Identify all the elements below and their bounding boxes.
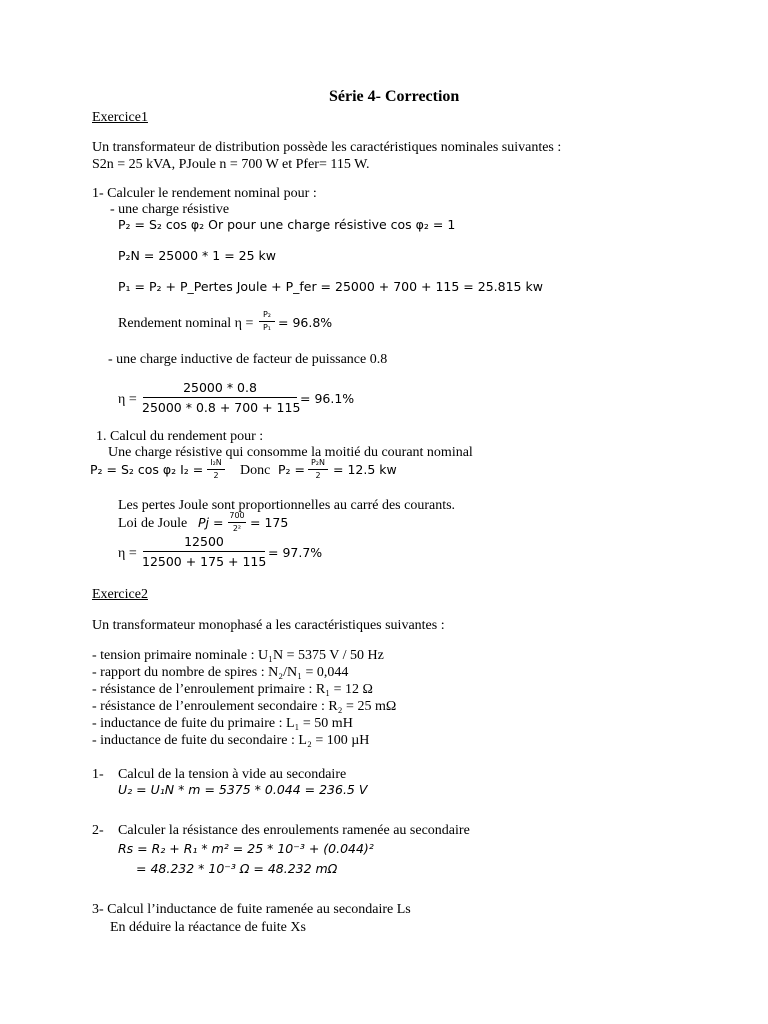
ex2-q2-number: 2-: [92, 823, 104, 838]
ex1-eq3: P₁ = P₂ + P_Pertes Joule + P_fer = 25000 + 700 + 115 = 25.815 kw: [118, 279, 543, 294]
fraction-bar: [228, 522, 246, 523]
ex1-eq4-numerator: P₂: [262, 310, 272, 319]
ex1-eq6-donc: Donc: [240, 463, 271, 478]
ex2-question3b: En déduire la réactance de fuite Xs: [110, 920, 306, 935]
ex1-eq6b-result: = 12.5 kw: [333, 462, 397, 477]
ex1-eq6a: P₂ = S₂ cos φ₂ I₂ =: [90, 462, 204, 477]
ex1-eq5-eta: η =: [118, 392, 137, 407]
ex1-eq6b-numerator: P₂N: [310, 458, 325, 467]
ex2-q1-number: 1-: [92, 767, 104, 782]
ex2-intro: Un transformateur monophasé a les caractéristiques suivantes :: [92, 618, 445, 633]
ex1-eq4-label: Rendement nominal η =: [118, 316, 254, 331]
ex1-q1-inductive: - une charge inductive de facteur de puissance 0.8: [108, 352, 388, 367]
ex1-eq7-numerator: 700: [229, 511, 245, 520]
ex1-q1-resistive: - une charge résistive: [110, 202, 230, 217]
ex1-question2: 1. Calcul du rendement pour :: [96, 429, 264, 444]
ex1-eq7-denominator: 2²: [232, 524, 242, 533]
ex2-question3: 3- Calcul l’inductance de fuite ramenée au secondaire Ls: [92, 902, 411, 917]
ex1-eq2: P₂N = 25000 * 1 = 25 kw: [118, 248, 276, 263]
exercise2-heading: Exercice2: [92, 587, 148, 602]
fraction-bar: [143, 397, 297, 398]
ex1-eq6b-denominator: 2: [315, 471, 321, 480]
fraction-bar: [207, 469, 225, 470]
ex2-question2: Calculer la résistance des enroulements ramenée au secondaire: [118, 823, 470, 838]
ex1-eq4-denominator: P₁: [262, 323, 272, 332]
fraction-bar: [308, 469, 328, 470]
ex2-q2-equation1: Rs = R₂ + R₁ * m² = 25 * 10⁻³ + (0.044)²: [118, 841, 374, 856]
ex2-spec-item: - résistance de l’enroulement secondaire : R₂ = 25 mΩ: [92, 699, 397, 714]
ex2-spec-item: - rapport du nombre de spires : N₂/N₁ = 0,044: [92, 665, 349, 680]
ex1-eq5-numerator: 25000 * 0.8: [183, 380, 257, 395]
ex1-eq8-eta: η =: [118, 546, 137, 561]
ex2-spec-item: - résistance de l’enroulement primaire : R₁ = 12 Ω: [92, 682, 373, 697]
ex2-q1-equation: U₂ = U₁N * m = 5375 * 0.044 = 236.5 V: [118, 782, 368, 797]
ex1-eq7-result: = 175: [250, 515, 289, 530]
ex1-eq8-result: = 97.7%: [268, 545, 323, 560]
ex2-spec-item: - tension primaire nominale : U₁N = 5375 V / 50 Hz: [92, 648, 384, 663]
exercise1-heading: Exercice1: [92, 110, 148, 125]
ex1-loi-joule-label: Loi de Joule: [118, 516, 188, 531]
ex1-note-joule: Les pertes Joule sont proportionnelles au carré des courants.: [118, 498, 456, 513]
ex1-question1: 1- Calculer le rendement nominal pour :: [92, 186, 317, 201]
ex2-question1: Calcul de la tension à vide au secondaire: [118, 767, 347, 782]
page-title: Série 4- Correction: [329, 88, 460, 105]
ex1-eq6a-denominator: 2: [213, 471, 219, 480]
ex1-specs: S2n = 25 kVA, PJoule n = 700 W et Pfer= 115 W.: [92, 157, 370, 172]
ex1-eq6b: P₂ =: [278, 462, 305, 477]
fraction-bar: [259, 321, 275, 322]
ex2-spec-item: - inductance de fuite du primaire : L₁ = 50 mH: [92, 716, 353, 731]
ex1-eq6a-numerator: I₂N: [210, 458, 222, 467]
ex1-eq1: P₂ = S₂ cos φ₂ Or pour une charge résistive cos φ₂ = 1: [118, 217, 456, 232]
ex2-spec-item: - inductance de fuite du secondaire : L₂ = 100 µH: [92, 733, 370, 748]
ex1-eq8-denominator: 12500 + 175 + 115: [142, 554, 267, 569]
ex1-eq4-result: = 96.8%: [278, 315, 333, 330]
ex1-intro: Un transformateur de distribution possède les caractéristiques nominales suivantes :: [92, 140, 562, 155]
ex1-eq8-numerator: 12500: [184, 534, 224, 549]
ex1-q2-text: Une charge résistive qui consomme la moitié du courant nominal: [108, 445, 473, 460]
fraction-bar: [143, 551, 265, 552]
ex1-eq5-denominator: 25000 * 0.8 + 700 + 115: [142, 400, 301, 415]
ex1-eq5-result: = 96.1%: [300, 391, 355, 406]
ex1-eq7: Pj =: [198, 515, 224, 530]
ex2-q2-equation2: = 48.232 * 10⁻³ Ω = 48.232 mΩ: [136, 861, 338, 876]
